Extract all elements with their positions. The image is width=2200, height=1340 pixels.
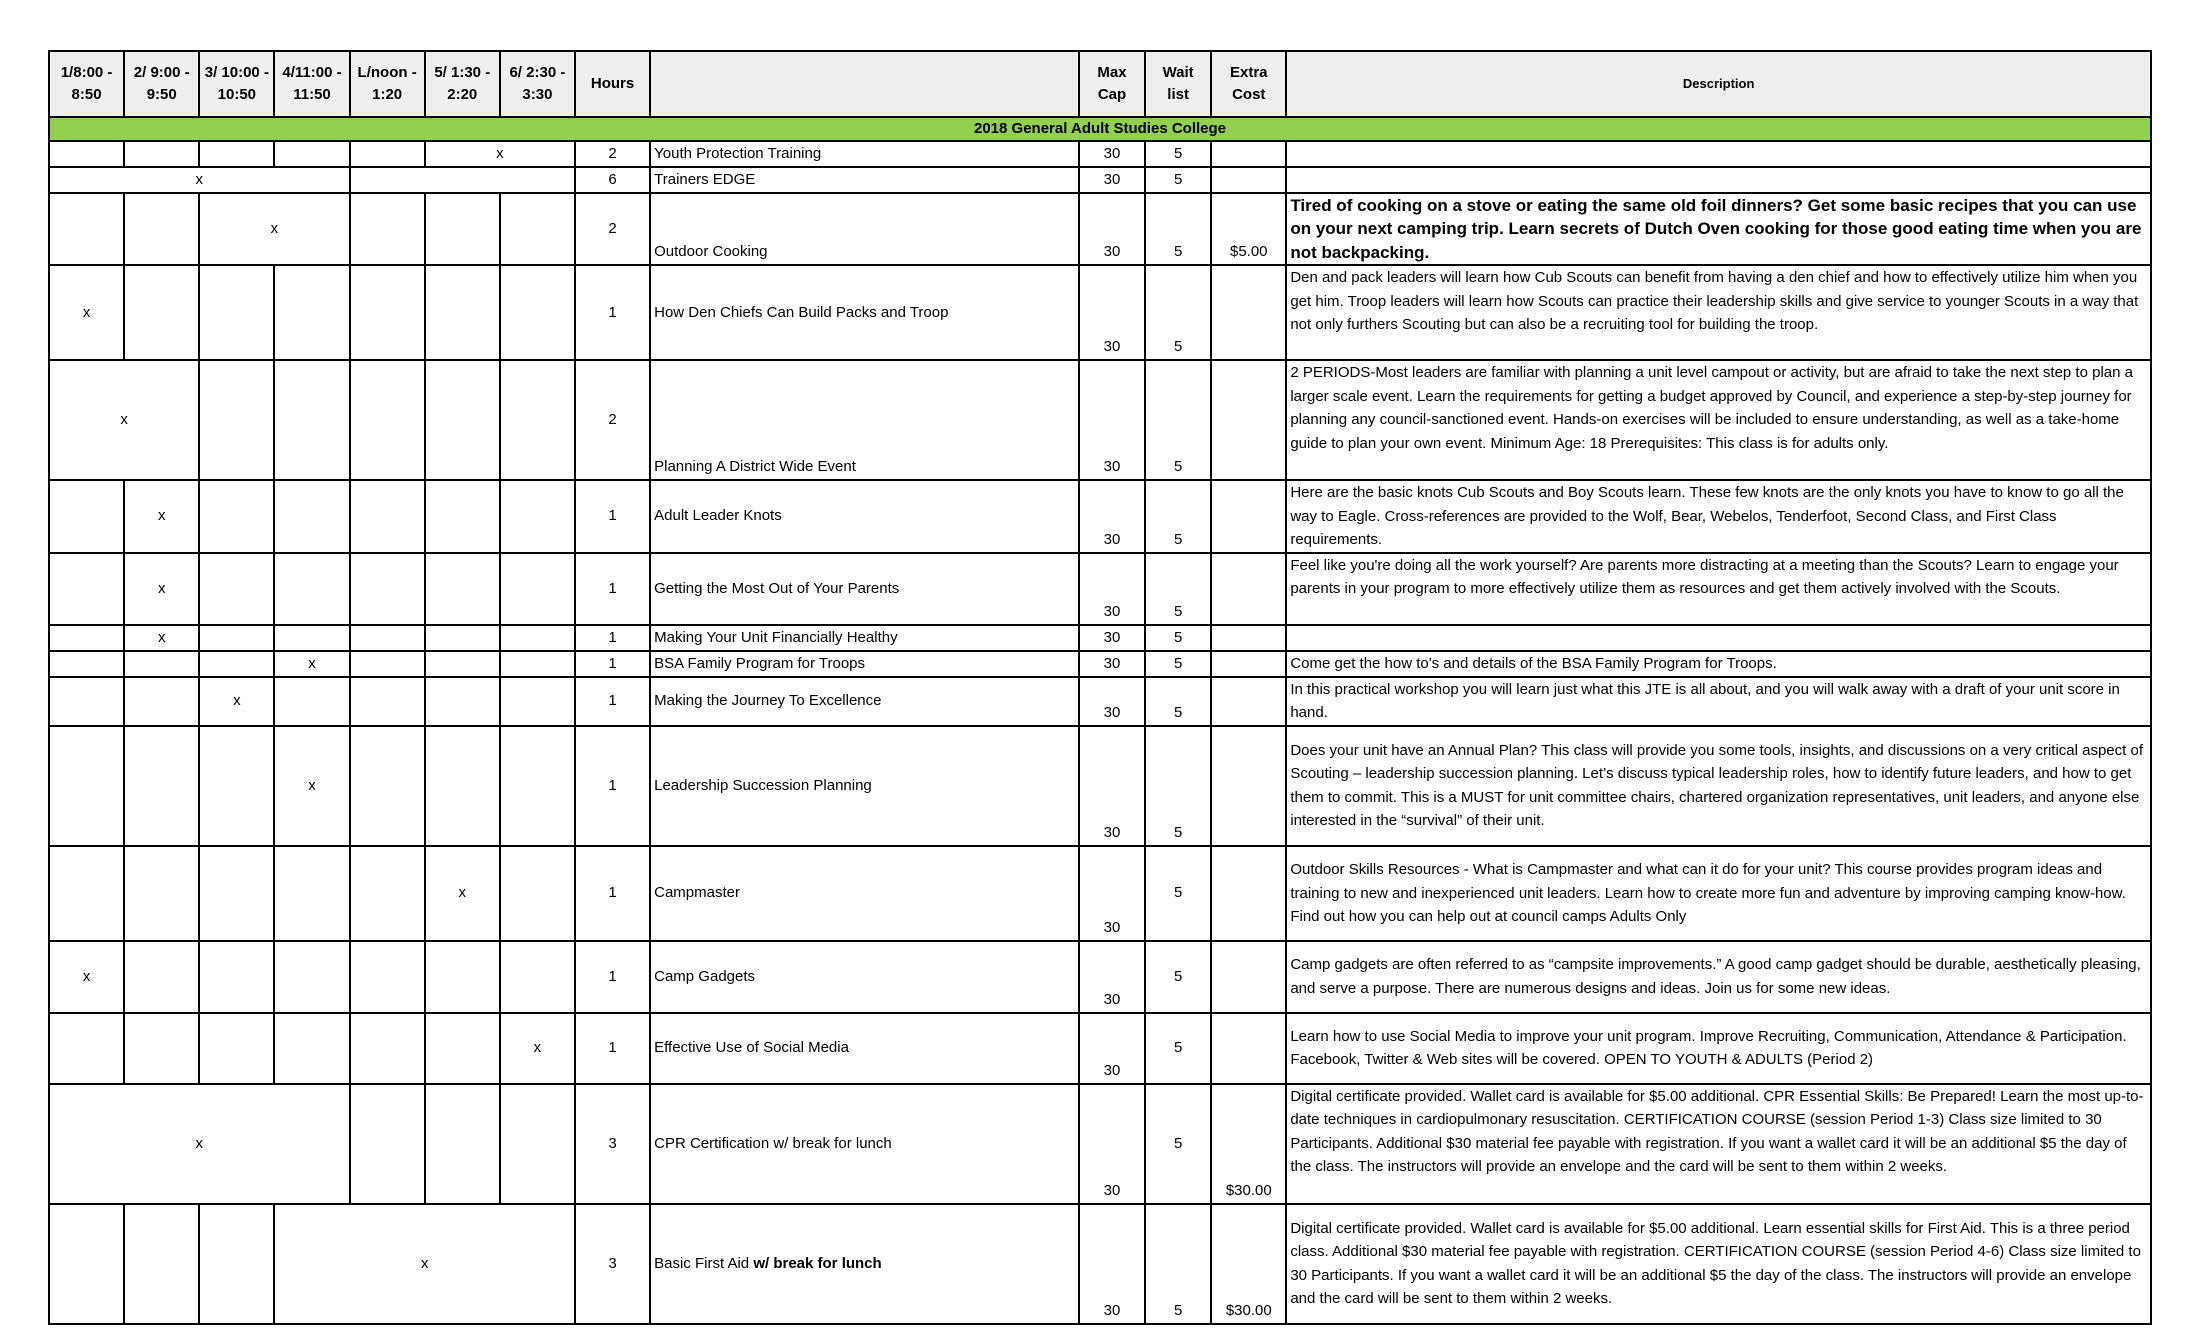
period-mark: x: [49, 1084, 350, 1204]
course-description: Feel like you're doing all the work yourself? Are parents more distracting at a meeting than the Scouts? Learn to engage your parents in your program to more effectively utilize them as resources and get them actively involved with the Scouts.: [1286, 553, 2151, 625]
course-title: Youth Protection Training: [650, 141, 1079, 167]
course-row: [49, 193, 2151, 265]
period-mark: x: [274, 651, 349, 677]
extra-cost: [1211, 360, 1286, 480]
course-row: [49, 141, 2151, 167]
course-title: [650, 1204, 1079, 1324]
wait-list: 5: [1145, 941, 1211, 1013]
wait-list: 5: [1145, 726, 1211, 846]
course-description: Outdoor Skills Resources - What is Campmaster and what can it do for your unit? This course provides program ideas and training to new and inexperienced unit leaders. Learn how to create more fun and adventure by improving camping know-how. Find out how you can help out at council camps Adults Only: [1286, 846, 2151, 941]
period-mark: x: [124, 625, 199, 651]
period-mark: x: [274, 726, 349, 846]
course-hours: 3: [575, 1084, 650, 1204]
course-description: Learn how to use Social Media to improve your unit program. Improve Recruiting, Communication, Attendance & Participation. Facebook, Twitter & Web sites will be covered. OPEN TO YOUTH & ADULTS (Period 2): [1286, 1013, 2151, 1084]
max-cap: 30: [1079, 726, 1145, 846]
period-mark: x: [49, 167, 350, 193]
extra-cost: [1211, 141, 1286, 167]
period-mark: x: [425, 141, 575, 167]
max-cap: 30: [1079, 651, 1145, 677]
extra-cost: [1211, 480, 1286, 553]
course-title: Planning A District Wide Event: [650, 360, 1079, 480]
course-row: [49, 651, 2151, 677]
period-2-header: 2/ 9:00 - 9:50: [124, 51, 199, 117]
max-cap: 30: [1079, 846, 1145, 941]
course-title: CPR Certification w/ break for lunch: [650, 1084, 1079, 1204]
course-description: [1286, 167, 2151, 193]
course-hours: 1: [575, 625, 650, 651]
course-title: Camp Gadgets: [650, 941, 1079, 1013]
wait-list: 5: [1145, 846, 1211, 941]
course-row: [49, 553, 2151, 625]
wait-list: 5: [1145, 625, 1211, 651]
wait-list: 5: [1145, 480, 1211, 553]
period-mark: x: [199, 193, 349, 265]
extra-cost: [1211, 167, 1286, 193]
course-row: [49, 677, 2151, 726]
wait-list: 5: [1145, 360, 1211, 480]
course-hours: 1: [575, 677, 650, 726]
course-hours: 1: [575, 651, 650, 677]
wait-list: 5: [1145, 553, 1211, 625]
extra-cost: $30.00: [1211, 1084, 1286, 1204]
extra-cost: [1211, 677, 1286, 726]
period-mark: x: [124, 480, 199, 553]
extra-cost: [1211, 1013, 1286, 1084]
wait-list-header: Wait list: [1145, 51, 1211, 117]
course-row: [49, 726, 2151, 846]
course-row: [49, 480, 2151, 553]
extra-cost: $30.00: [1211, 1204, 1286, 1324]
course-hours: 1: [575, 846, 650, 941]
max-cap: 30: [1079, 625, 1145, 651]
course-hours: 2: [575, 141, 650, 167]
description-header: Description: [1286, 51, 2151, 117]
max-cap: 30: [1079, 480, 1145, 553]
wait-list: 5: [1145, 677, 1211, 726]
course-hours: 6: [575, 167, 650, 193]
course-hours: 1: [575, 726, 650, 846]
max-cap: 30: [1079, 1084, 1145, 1204]
max-cap: 30: [1079, 1204, 1145, 1324]
max-cap: 30: [1079, 677, 1145, 726]
max-cap: 30: [1079, 941, 1145, 1013]
course-title-text: Basic First Aid: [654, 1254, 754, 1272]
extra-cost: [1211, 941, 1286, 1013]
college-title: 2018 General Adult Studies College: [49, 117, 2151, 141]
course-description: Den and pack leaders will learn how Cub Scouts can benefit from having a den chief and how to effectively utilize him when you get him. Troop leaders will learn how Scouts can practice their leadership skills and give service to younger Scouts in a way that not only furthers Scouting but can also be a recruiting tool for building the troop.: [1286, 265, 2151, 360]
wait-list: 5: [1145, 141, 1211, 167]
course-hours: 2: [575, 360, 650, 480]
max-cap: 30: [1079, 193, 1145, 265]
course-description: Camp gadgets are often referred to as “campsite improvements.” A good camp gadget should be durable, aesthetically pleasing, and serve a purpose. There are numerous designs and ideas. Join us for some new ideas.: [1286, 941, 2151, 1013]
max-cap: 30: [1079, 141, 1145, 167]
period-mark: x: [49, 360, 199, 480]
course-hours: 1: [575, 553, 650, 625]
course-hours: 1: [575, 265, 650, 360]
course-title: Getting the Most Out of Your Parents: [650, 553, 1079, 625]
extra-cost: [1211, 726, 1286, 846]
course-row: [49, 1084, 2151, 1204]
course-title: Effective Use of Social Media: [650, 1013, 1079, 1084]
period-mark: x: [49, 941, 124, 1013]
max-cap: 30: [1079, 553, 1145, 625]
period-6-header: 6/ 2:30 - 3:30: [500, 51, 575, 117]
course-row: [49, 625, 2151, 651]
extra-cost: [1211, 625, 1286, 651]
wait-list: 5: [1145, 167, 1211, 193]
period-mark: x: [199, 677, 274, 726]
course-title-bold: w/ break for lunch: [753, 1254, 882, 1272]
extra-cost: [1211, 651, 1286, 677]
course-description: [1286, 625, 2151, 651]
wait-list: 5: [1145, 651, 1211, 677]
course-description: In this practical workshop you will learn just what this JTE is all about, and you will walk away with a draft of your unit score in hand.: [1286, 677, 2151, 726]
max-cap: 30: [1079, 1013, 1145, 1084]
wait-list: 5: [1145, 1013, 1211, 1084]
course-row: [49, 941, 2151, 1013]
period-mark: x: [500, 1013, 575, 1084]
period-3-header: 3/ 10:00 - 10:50: [199, 51, 274, 117]
extra-cost-header: Extra Cost: [1211, 51, 1286, 117]
course-title: Trainers EDGE: [650, 167, 1079, 193]
course-row: [49, 1204, 2151, 1324]
period-mark: x: [124, 553, 199, 625]
course-title: Campmaster: [650, 846, 1079, 941]
course-title: Outdoor Cooking: [650, 193, 1079, 265]
wait-list: 5: [1145, 193, 1211, 265]
course-hours: 3: [575, 1204, 650, 1324]
wait-list: 5: [1145, 265, 1211, 360]
max-cap-header: Max Cap: [1079, 51, 1145, 117]
extra-cost: $5.00: [1211, 193, 1286, 265]
period-mark: x: [425, 846, 500, 941]
hours-header: Hours: [575, 51, 650, 117]
course-description: Does your unit have an Annual Plan? This class will provide you some tools, insights, and discussions on a very critical aspect of Scouting – leadership succession planning. Let’s discuss typical leadership roles, how to identify future leaders, and how to get them to commit. This is a MUST for unit committee chairs, chartered organization representatives, unit leaders, and anyone else interested in the “survival” of their unit.: [1286, 726, 2151, 846]
extra-cost: [1211, 553, 1286, 625]
header-row: [49, 51, 2151, 117]
extra-cost: [1211, 265, 1286, 360]
period-mark: x: [49, 265, 124, 360]
course-title: Adult Leader Knots: [650, 480, 1079, 553]
course-row: [49, 265, 2151, 360]
course-row: [49, 1013, 2151, 1084]
course-hours: 2: [575, 193, 650, 265]
course-schedule-table: [48, 50, 2152, 1325]
extra-cost: [1211, 846, 1286, 941]
course-hours: 1: [575, 1013, 650, 1084]
period-5-header: 5/ 1:30 - 2:20: [425, 51, 500, 117]
wait-list: 5: [1145, 1204, 1211, 1324]
course-description: 2 PERIODS-Most leaders are familiar with planning a unit level campout or activity, but are afraid to take the next step to plan a larger scale event. Learn the requirements for getting a budget approved by Council, and experience a step-by-step journey for planning any council-sanctioned event. Hands-on exercises will be included to ensure understanding, as well as a take-home guide to plan your own event. Minimum Age: 18 Prerequisites: This class is for adults only.: [1286, 360, 2151, 480]
course-description: Here are the basic knots Cub Scouts and Boy Scouts learn. These few knots are the only knots you have to know to go all the way to Eagle. Cross-references are provided to the Wolf, Bear, Webelos, Tenderfoot, Second Class, and First Class requirements.: [1286, 480, 2151, 553]
course-title: BSA Family Program for Troops: [650, 651, 1079, 677]
course-title: Leadership Succession Planning: [650, 726, 1079, 846]
course-row: [49, 360, 2151, 480]
lunch-period-header: L/noon - 1:20: [350, 51, 425, 117]
course-title: How Den Chiefs Can Build Packs and Troop: [650, 265, 1079, 360]
max-cap: 30: [1079, 167, 1145, 193]
course-description: Tired of cooking on a stove or eating the same old foil dinners? Get some basic recipes that you can use on your next camping trip. Learn secrets of Dutch Oven cooking for those good eating time when you are not backpacking.: [1286, 193, 2151, 265]
title-header: [650, 51, 1079, 117]
period-mark: x: [274, 1204, 575, 1324]
course-description: Digital certificate provided. Wallet card is available for $5.00 additional. Learn essential skills for First Aid. This is a three period class. Additional $30 material fee payable with registration. CERTIFICATION COURSE (session Period 4-6) Class size limited to 30 Participants. If you want a wallet card it will be an additional $5 the day of the class. The instructors will provide an envelope and the card will be sent to them within 2 weeks.: [1286, 1204, 2151, 1324]
course-title: Making Your Unit Financially Healthy: [650, 625, 1079, 651]
max-cap: 30: [1079, 360, 1145, 480]
course-row: [49, 846, 2151, 941]
course-description: Come get the how to's and details of the BSA Family Program for Troops.: [1286, 651, 2151, 677]
course-description: [1286, 141, 2151, 167]
course-row: [49, 167, 2151, 193]
college-banner-row: [49, 117, 2151, 141]
period-1-header: 1/8:00 - 8:50: [49, 51, 124, 117]
max-cap: 30: [1079, 265, 1145, 360]
course-hours: 1: [575, 480, 650, 553]
wait-list: 5: [1145, 1084, 1211, 1204]
course-title: Making the Journey To Excellence: [650, 677, 1079, 726]
course-description: Digital certificate provided. Wallet card is available for $5.00 additional. CPR Essential Skills: Be Prepared! Learn the most up-to-date techniques in cardiopulmonary resuscitation. CERTIFICATION COURSE (session Period 1-3) Class size limited to 30 Participants. Additional $30 material fee payable with registration. If you want a wallet card it will be an additional $5 the day of the class. The instructors will provide an envelope and the card will be sent to them within 2 weeks.: [1286, 1084, 2151, 1204]
period-4-header: 4/11:00 - 11:50: [274, 51, 349, 117]
course-hours: 1: [575, 941, 650, 1013]
